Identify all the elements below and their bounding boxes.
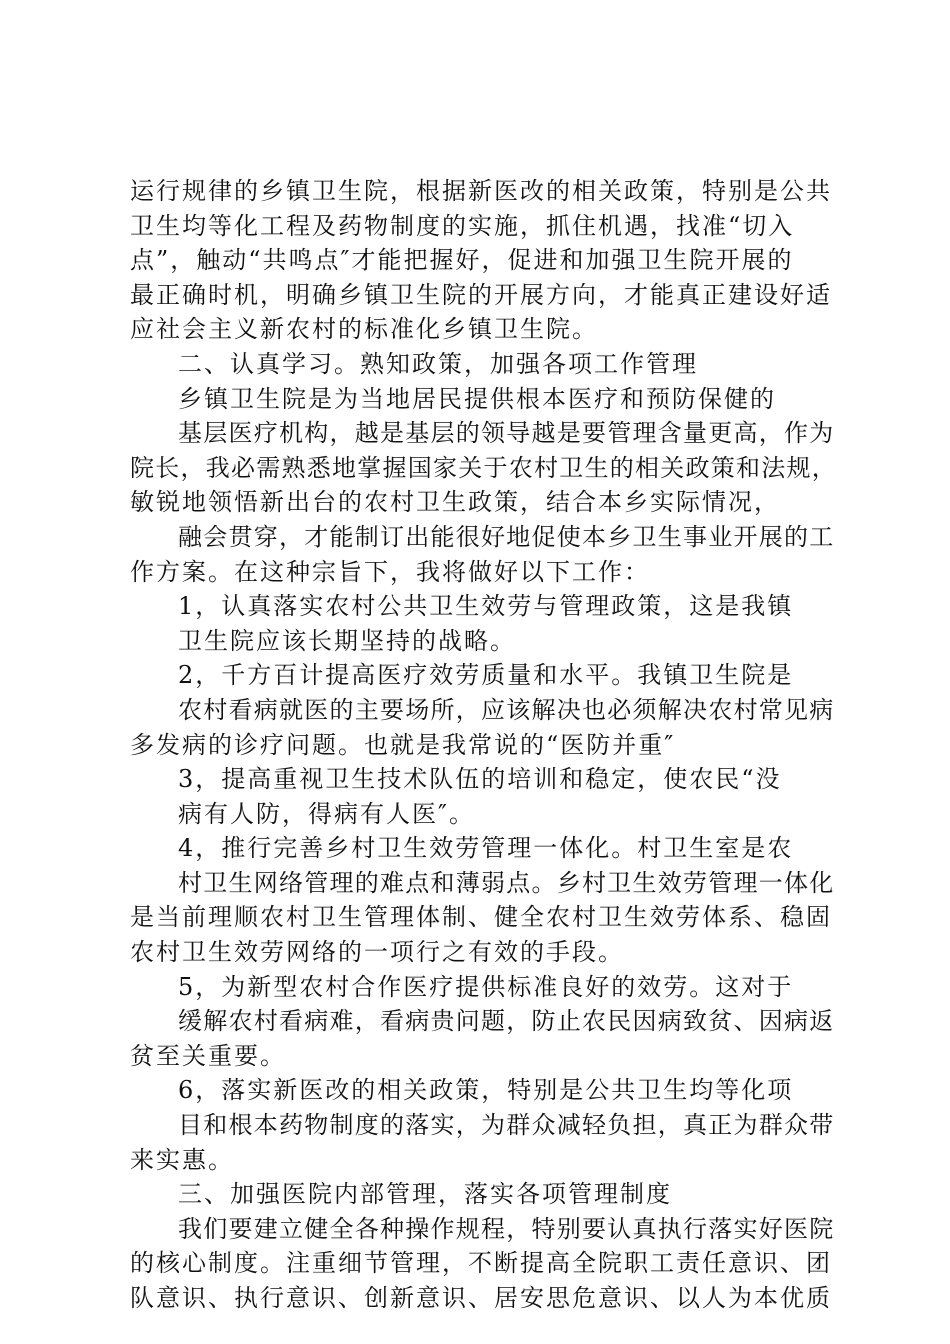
text-line: 贫至关重要。 [130,1041,286,1070]
text-line: 三、加强医院内部管理，落实各项管理制度 [178,1180,672,1209]
text-line: 缓解农村看病难，看病贵问题，防止农民因病致贫、因病返 [178,1007,835,1036]
text-line: 队意识、执行意识、创新意识、居安思危意识、以人为本优质 [130,1284,832,1312]
text-line: 4，推行完善乡村卫生效劳管理一体化。村卫生室是农 [178,834,794,863]
text-line: 作方案。在这种宗旨下，我将做好以下工作： [130,557,650,586]
document-body [130,174,840,1316]
text-line: 病有人防，得病有人医″。 [178,799,475,828]
text-line: 乡镇卫生院是为当地居民提供根本医疗和预防保健的 [178,384,776,413]
text-line: 卫生院应该长期坚持的战略。 [178,626,516,655]
text-line: 点”，触动“共鸣点″才能把握好，促进和加强卫生院开展的 [130,246,794,275]
text-line: 农村卫生效劳网络的一项行之有效的手段。 [130,938,624,967]
text-line: 是当前理顺农村卫生管理体制、健全农村卫生效劳体系、稳固 [130,903,832,932]
text-line: 敏锐地领悟新出台的农村卫生政策，结合本乡实际情况， [130,488,780,517]
text-line: 二、认真学习。熟知政策，加强各项工作管理 [178,349,698,378]
text-line: 5，为新型农村合作医疗提供标准良好的效劳。这对于 [178,972,794,1001]
text-line: 院长，我必需熟悉地掌握国家关于农村卫生的相关政策和法规， [130,453,837,482]
text-line: 目和根本药物制度的落实，为群众减轻负担，真正为群众带 [178,1111,835,1140]
text-line: 融会贯穿，才能制订出能很好地促使本乡卫生事业开展的工 [178,522,835,551]
text-line: 应社会主义新农村的标准化乡镇卫生院。 [130,315,598,344]
text-line: 农村看病就医的主要场所，应该解决也必须解决农村常见病 [178,695,835,724]
text-line: 来实惠。 [130,1145,234,1174]
text-line: 运行规律的乡镇卫生院，根据新医改的相关政策，特别是公共 [130,177,832,205]
text-line: 2，千方百计提高医疗效劳质量和水平。我镇卫生院是 [178,661,794,690]
text-line: 卫生均等化工程及药物制度的实施，抓住机遇，找准“切入 [130,211,795,240]
text-line: 3，提高重视卫生技术队伍的培训和稳定，使农民“没 [178,765,782,794]
text-line: 1，认真落实农村公共卫生效劳与管理政策，这是我镇 [178,592,794,621]
text-line: 6，落实新医改的相关政策，特别是公共卫生均等化项 [178,1076,794,1105]
text-line: 最正确时机，明确乡镇卫生院的开展方向，才能真正建设好适 [130,280,832,309]
text-line: 的核心制度。注重细节管理，不断提高全院职工责任意识、团 [130,1249,832,1278]
text-line: 我们要建立健全各种操作规程，特别要认真执行落实好医院 [178,1214,835,1243]
text-line: 多发病的诊疗问题。也就是我常说的“医防并重″ [130,730,676,759]
text-line: 基层医疗机构，越是基层的领导越是要管理含量更高，作为 [178,419,835,448]
text-line: 村卫生网络管理的难点和薄弱点。乡村卫生效劳管理一体化 [178,868,835,897]
